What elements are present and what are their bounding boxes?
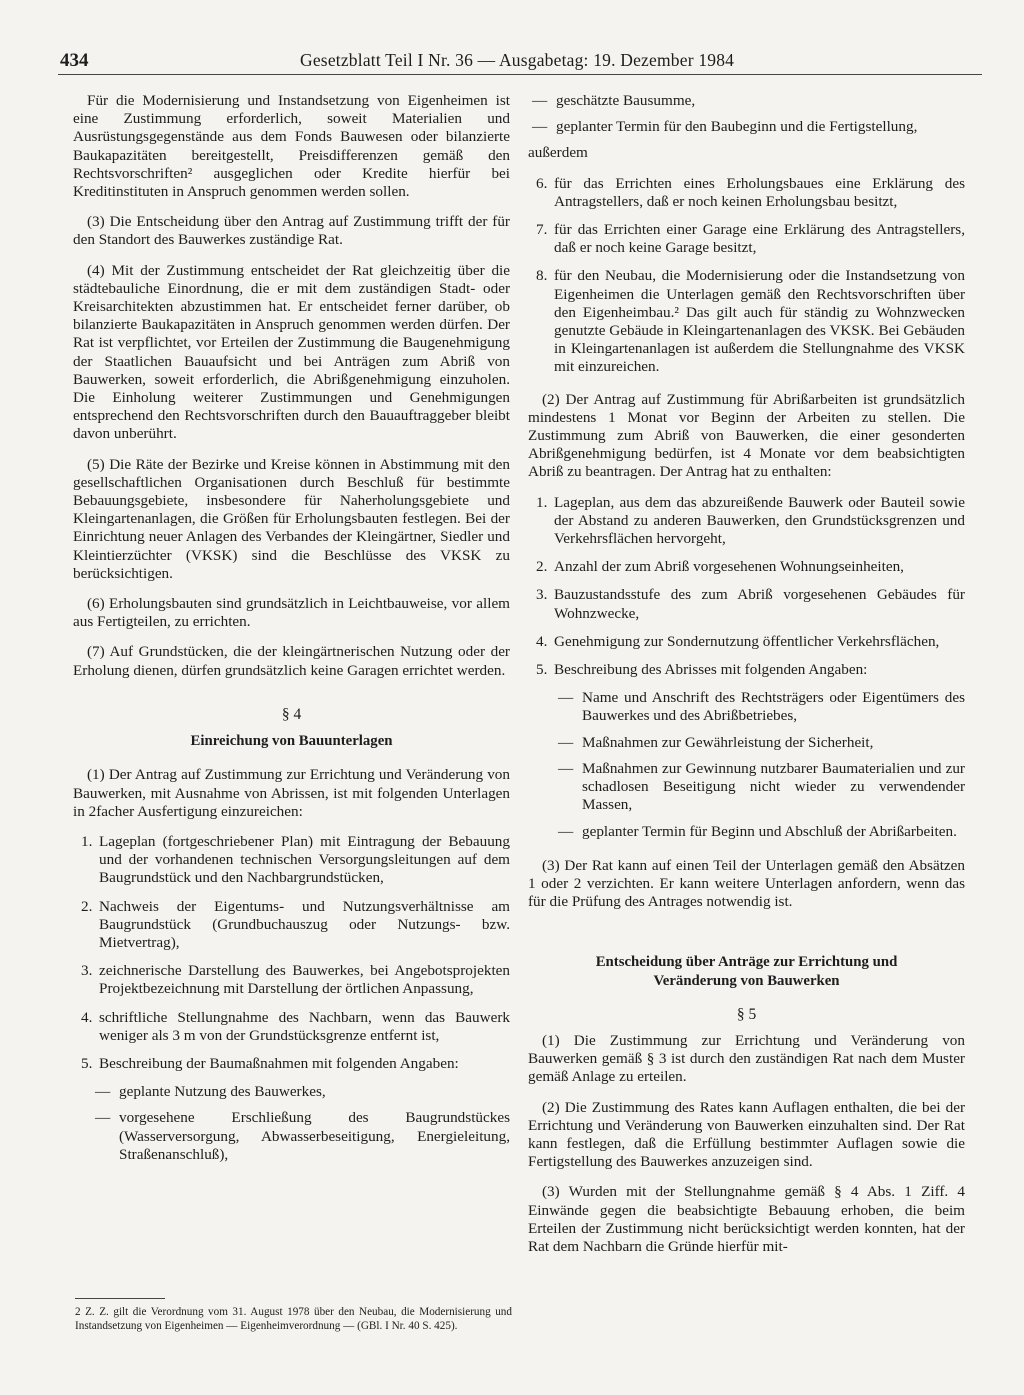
dash: — [95, 1083, 111, 1101]
sub-list-item [558, 760, 965, 815]
list-text: schriftliche Stellungnahme des Nachbarn, wenn das Bauwerk weniger als 3 m von der Grundstücksgrenze entfernt ist, [99, 1008, 510, 1044]
list-item [528, 221, 965, 257]
dash: — [558, 733, 574, 751]
section-number: § 5 [736, 1005, 757, 1023]
paragraph-7: (7) Auf Grundstücken, die der kleingärtnerischen Nutzung oder der Erholung dienen, dürfen grundsätzlich keine Garagen errichtet werden. [73, 643, 510, 679]
list-text: für das Errichten eines Erholungsbaues eine Erklärung des Antragstellers, daß er noch keinen Erholungsbau besitzt, [554, 174, 965, 210]
list-number: 4. [81, 1008, 93, 1026]
dash: — [558, 759, 574, 777]
list-item [73, 833, 510, 888]
sub-list-text: Maßnahmen zur Gewinnung nutzbarer Baumaterialien und zur schadlosen Beseitigung nicht wieder zu verwendender Massen, [582, 759, 965, 814]
left-column [73, 92, 510, 1172]
list-item [73, 1009, 510, 1045]
list-number: 2. [81, 897, 93, 915]
list-number: 5. [81, 1054, 93, 1072]
sub-list-item [558, 823, 965, 841]
list-item [528, 267, 965, 376]
list-text: Beschreibung der Baumaßnahmen mit folgenden Angaben: [99, 1054, 459, 1072]
list-text: zeichnerische Darstellung des Bauwerkes, bei Angebotsprojekten Projektbezeichnung mit Darstellung der örtlichen Anpassung, [99, 962, 510, 998]
list-text: Lageplan, aus dem das abzureißende Bauwerk oder Bauteil sowie der Abstand zu anderen Bauwerken, den Grundstücksgrenzen und Verkehrsflächen hervorgeht, [554, 493, 965, 548]
list-text: Beschreibung des Abrisses mit folgenden Angaben: [554, 661, 868, 679]
section-4-paragraph-1: (1) Der Antrag auf Zustimmung zur Errichtung und Veränderung von Bauwerken, mit Ausnahme von Abrissen, ist mit folgenden Unterlagen in 2facher Ausfertigung einzureichen: [73, 766, 510, 820]
sub-list-item [532, 118, 965, 136]
list-text: für das Errichten einer Garage eine Erklärung des Antragstellers, daß er noch keine Garage besitzt, [554, 221, 965, 257]
list-item [528, 175, 965, 211]
list-number: 8. [536, 267, 548, 285]
paragraph-5: (5) Die Räte der Bezirke und Kreise können in Abstimmung mit den gesellschaftlichen Organisationen durch Beschluß für bestimmte Bebauungsgebiete, insbesondere für Naherholungsgebiete und Kleingartenanlagen, die Größen für Erholungsbauten festlegen. Bei der Einrichtung neuer Anlagen des Verbandes der Kleingärtner, Siedler und Kleintierzüchter (VKSK) sind die Beschlüsse des VKSK zu berücksichtigen. [73, 455, 510, 582]
list-text: Bauzustandsstufe des zum Abriß vorgesehenen Gebäudes für Wohnzwecke, [554, 586, 965, 622]
sub-list-item [532, 92, 965, 110]
running-head: Gesetzblatt Teil I Nr. 36 — Ausgabetag: 19. Dezember 1984 [300, 50, 735, 70]
dash: — [558, 689, 574, 707]
list-number: 3. [536, 586, 548, 604]
list-text: Genehmigung zur Sondernutzung öffentlicher Verkehrsflächen, [554, 632, 940, 650]
sub-list-item [95, 1109, 510, 1164]
sub-list-text: Maßnahmen zur Gewährleistung der Sicherheit, [582, 733, 874, 751]
list-text: Anzahl der zum Abriß vorgesehenen Wohnungseinheiten, [554, 558, 904, 576]
dash: — [532, 118, 548, 136]
section-number: § 4 [281, 705, 302, 723]
paragraph-continued: Für die Modernisierung und Instandsetzung von Eigenheimen ist eine Zustimmung erforderlich, soweit Materialien und Ausrüstungsgegenstände aus dem Fonds Bauwesen oder bilanzierte Baukapazitäten bereitgestellt, Preisdifferenzen gemäß den Rechtsvorschriften² ausgeglichen oder Kredite hierfür bei Kreditinstituten in Anspruch genommen werden sollen. [73, 92, 510, 201]
list-item [528, 586, 965, 622]
footnote-rule [75, 1298, 165, 1299]
list-number: 7. [536, 221, 548, 239]
list-number: 3. [81, 962, 93, 980]
dash: — [95, 1109, 111, 1127]
sub-list-text: geplanter Termin für den Baubeginn und die Fertigstellung, [556, 118, 918, 136]
chapter-heading: Entscheidung über Anträge zur Errichtung und Veränderung von Bauwerken [595, 954, 898, 989]
list-item [528, 661, 965, 679]
page-number: 434 [60, 50, 89, 71]
dash: — [532, 92, 548, 109]
list-item [528, 494, 965, 549]
paragraph-3: (3) Die Entscheidung über den Antrag auf Zustimmung trifft der für den Standort des Bauwerkes zuständige Rat. [73, 213, 510, 249]
section-5-paragraph-3: (3) Wurden mit der Stellungnahme gemäß § 4 Abs. 1 Ziff. 4 Einwände gegen die beabsichtigte Bebauung erhoben, die beim Erteilen der Zustimmung nicht berücksichtigt werden konnten, hat der Rat dem Nachbarn die Gründe hierfür mit- [528, 1183, 965, 1255]
section-5-paragraph-2: (2) Die Zustimmung des Rates kann Auflagen enthalten, die bei der Errichtung und Veränderung von Bauwerken einzuhalten sind. Der Rat kann festlegen, daß die Erfüllung bestimmter Auflagen sowie die Fertigstellung des Bauwerkes anzuzeigen sind. [528, 1098, 965, 1171]
list-text: für den Neubau, die Modernisierung oder die Instandsetzung von Eigenheimen die Unterlagen gemäß den Rechtsvorschriften über den Eigenheimbau.² Das gilt auch für ständig zu Wohnzwecken genutzte Gebäude in Kleingartenanlagen des VKSK. Bei Gebäuden in Kleingartenanlagen ist außerdem die Stellungnahme des VKSK mit einzureichen. [554, 267, 965, 376]
list-number: 1. [81, 832, 93, 850]
list-number: 4. [536, 632, 548, 650]
sub-list-text: geschätzte Bausumme, [556, 92, 696, 109]
dash: — [558, 822, 574, 840]
list-text: Lageplan (fortgeschriebener Plan) mit Eintragung der Bebauung und der vorhandenen technischen Versorgungsleitungen auf dem Baugrundstück und den Nachbargrundstücken, [99, 832, 510, 887]
sub-list-text: geplanter Termin für Beginn und Abschluß der Abrißarbeiten. [582, 822, 957, 840]
section-5-paragraph-1: (1) Die Zustimmung zur Errichtung und Veränderung von Bauwerken gemäß § 3 ist durch den zuständigen Rat nach dem Muster gemäß Anlage zu erteilen. [528, 1031, 965, 1086]
list-number: 2. [536, 558, 548, 576]
list-item [73, 898, 510, 953]
sub-list-text: vorgesehene Erschließung des Baugrundstückes (Wasserversorgung, Abwasserbeseitigung, Energieleitung, Straßenanschluß), [119, 1109, 510, 1163]
sub-list-item [558, 734, 965, 752]
list-item [73, 962, 510, 998]
sub-list-text: geplante Nutzung des Bauwerkes, [119, 1083, 326, 1101]
list-item [73, 1055, 510, 1073]
list-number: 5. [536, 661, 548, 679]
page-header [60, 50, 960, 74]
paragraph-3-right: (3) Der Rat kann auf einen Teil der Unterlagen gemäß den Absätzen 1 oder 2 verzichten. Er kann weitere Unterlagen anfordern, wenn das für die Prüfung des Antrages notwendig ist. [528, 856, 965, 911]
paragraph-4: (4) Mit der Zustimmung entscheidet der Rat gleichzeitig über die städtebauliche Einordnung, die er mit dem zuständigen Stadt- oder Kreisarchitekten abzustimmen hat. Er entscheidet ferner darüber, ob bilanzierte Baukapazitäten in Anspruch genommen werden dürfen. Der Rat ist verpflichtet, vor Erteilen der Zustimmung die Baugenehmigung der Staatlichen Bauaufsicht und bei Anträgen zum Abriß von Bauwerken, soweit erforderlich, die Abrißgenehmigung einzuholen. Die Einholung weiterer Zustimmungen und Genehmigungen entsprechend den Rechtsvorschriften durch den Bauauftraggeber bleibt davon unberührt. [73, 261, 510, 443]
right-column [528, 92, 965, 1268]
list-text: Nachweis der Eigentums- und Nutzungsverhältnisse am Baugrundstück (Grundbuchauszug oder Nutzungs- bzw. Mietvertrag), [99, 897, 510, 951]
sub-list-text: Name und Anschrift des Rechtsträgers oder Eigentümers des Bauwerkes und des Abrißbetriebes, [582, 689, 965, 725]
sub-list-item [558, 689, 965, 725]
paragraph-6: (6) Erholungsbauten sind grundsätzlich in Leichtbauweise, vor allem aus Fertigteilen, zu errichten. [73, 595, 510, 631]
list-number: 6. [536, 174, 548, 192]
ausserdem-label: außerdem [528, 144, 588, 162]
list-item [528, 558, 965, 576]
list-item [528, 633, 965, 651]
footnote: 2 Z. Z. gilt die Verordnung vom 31. August 1978 über den Neubau, die Modernisierung und Instandsetzung von Eigenheimen — Eigenheimverordnung — (GBl. I Nr. 40 S. 425). [75, 1306, 512, 1332]
sub-list-item [95, 1083, 510, 1101]
list-number: 1. [536, 493, 548, 511]
paragraph-2: (2) Der Antrag auf Zustimmung für Abrißarbeiten ist grundsätzlich mindestens 1 Monat vor Beginn der Arbeiten zu stellen. Die Zustimmung zum Abriß von Bauwerken, die einer gesonderten Abrißgenehmigung bedürfen, ist 4 Monate vor dem beabsichtigten Abriß zu beantragen. Der Antrag hat zu enthalten: [528, 390, 965, 481]
section-heading: Einreichung von Bauunterlagen [190, 733, 393, 750]
header-rule [58, 74, 982, 75]
